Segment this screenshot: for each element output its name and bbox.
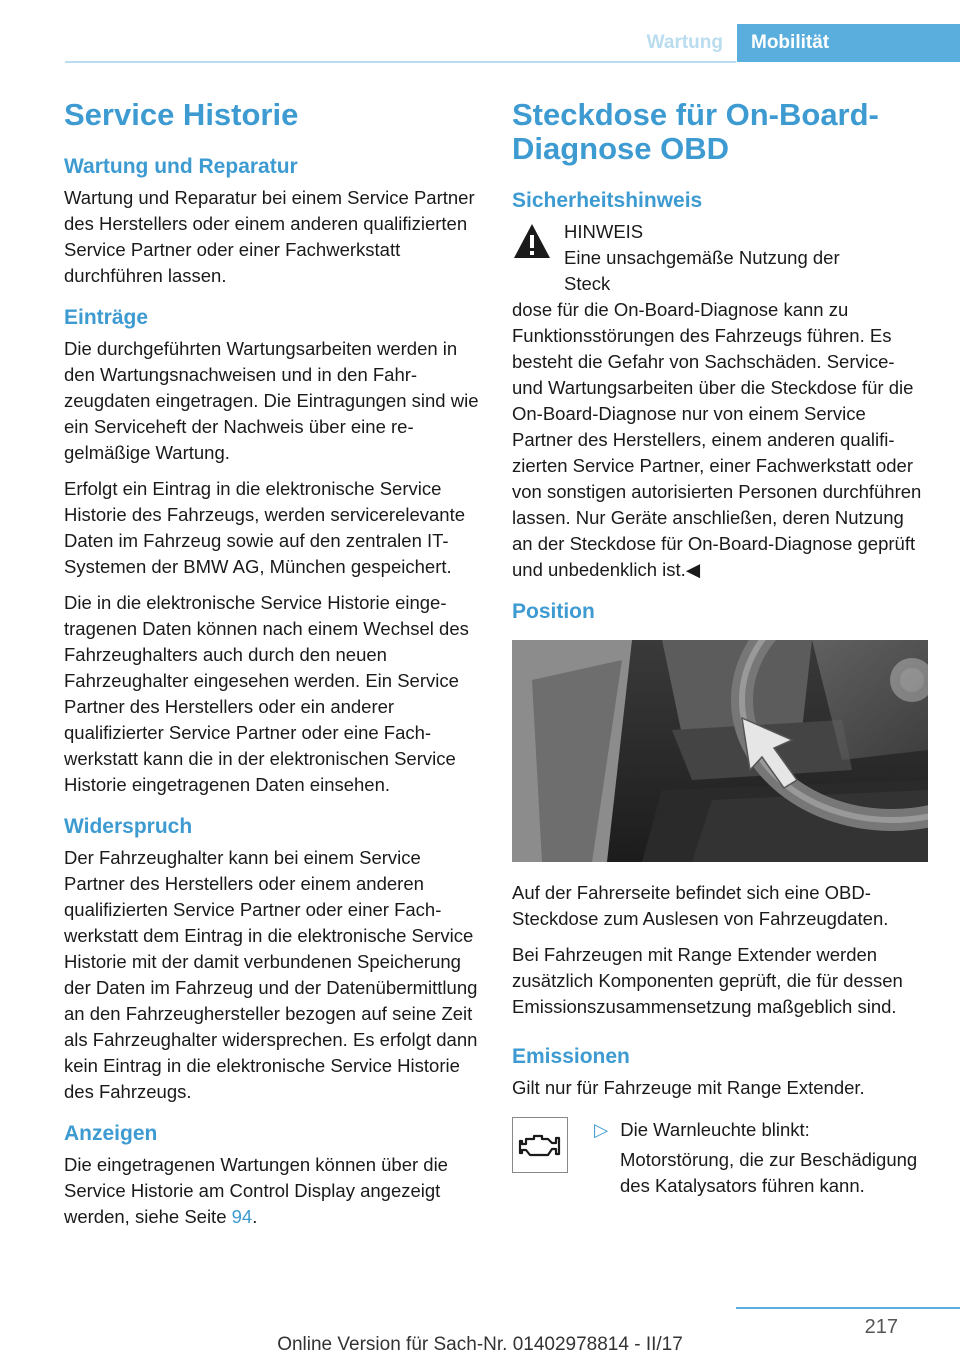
engine-warning-lamp-icon [512,1117,568,1173]
hint-text: dose für die On-Board-Diagnose kann zu Funktionsstörungen des Fahrzeugs führen. Es besteht die Gefahr von Sachschäden. Service- und Wartungsarbeiten über die Steckdose für die On-Board-Diagnose nur von einem Service Partner des Herstellers, einem anderen qualifizierten Service Partner, einer Fachwerkstatt oder von sonstigen autorisierten Personen durchführen lassen. Nur Geräte anschließen, deren Nutzung an der Steckdose für On-Board-Diagnose geprüft und unbedenklich ist.◀ [512,299,922,580]
paragraph: Der Fahrzeughalter kann bei einem Service Partner des Herstellers oder einem anderen qualifizierten Service Partner oder einer Fachwerkstatt dem Eintrag in die elektronische Service Historie mit der damit verbundenen Speicherung der Daten im Fahrzeug und der Datenübermittlung an den Fahrzeughersteller bezogen auf seine Zeit als Fahrzeughalter widersprechen. Es erfolgt dann kein Eintrag in die elektronische Service Historie des Fahrzeugs. [64,847,478,1102]
paragraph: Wartung und Reparatur bei einem Service Partner des Herstellers oder einem anderen qualifizierten Service Partner oder einer Fachwerkstatt durchführen lassen. [64,187,475,286]
page-link-94[interactable]: 94 [231,1206,253,1227]
footer-rule [736,1307,960,1309]
heading-wartung-reparatur: Wartung und Reparatur [64,155,298,178]
paragraph: Bei Fahrzeugen mit Range Extender werden zusätzlich Komponenten geprüft, die für dessen Emissionszusammensetzung maßgeblich sind. [512,944,903,1017]
paragraph: Die durchgeführten Wartungsarbeiten werden in den Wartungsnachweisen und in den Fahrzeugdaten eingetragen. Die Eintragungen sind wie ein Serviceheft der Nachweis über eine regelmäßige Wartung. [64,338,479,463]
engine-icon [518,1130,562,1160]
lamp-line-2: Motorstörung, die zur Beschädigung des Katalysators führen kann. [620,1149,918,1196]
heading-emissionen: Emissionen [512,1045,630,1068]
header-rule [65,61,736,63]
tab-mobilitaet[interactable]: Mobilität [737,24,960,62]
page-title-service-historie: Service Historie [64,97,299,132]
lamp-line-1: Die Warnleuchte blinkt: [620,1119,810,1140]
footer-text: Online Version für Sach-Nr. 01402978814 - II/17 [277,1334,683,1355]
hint-label: HINWEIS [564,221,644,242]
tab-wartung[interactable]: Wartung [646,32,723,53]
lamp-description [594,1117,927,1199]
page-title-obd: Steckdose für On-Board-Diagnose OBD [512,97,879,166]
heading-eintraege: Einträge [64,306,149,329]
heading-anzeigen: Anzeigen [64,1122,158,1145]
left-column [64,98,479,1240]
warning-block [512,219,927,297]
obd-position-photo [512,640,928,862]
heading-sicherheitshinweis: Sicherheitshinweis [512,189,703,212]
heading-position: Position [512,600,595,623]
paragraph-text: Die eingetragenen Wartungen können über die Service Historie am Control Display angezeigt werden, siehe Seite [64,1154,448,1227]
paragraph-end: . [252,1206,258,1227]
paragraph: Gilt nur für Fahrzeuge mit Range Extender. [512,1077,865,1098]
heading-widerspruch: Widerspruch [64,815,193,838]
paragraph: Die in die elektronische Service Historie eingetragenen Daten können nach einem Wechsel des Fahrzeughalters auch durch den neuen Fahrzeughalter eingesehen werden. Ein Service Partner des Herstellers oder ein anderer qualifizierter Service Partner oder eine Fachwerkstatt kann die in der elektronischen Service Historie eingetragenen Daten einsehen. [64,592,469,795]
bullet-icon: ▷ [594,1119,609,1140]
warning-lamp-row [512,1117,927,1199]
right-column [512,98,927,1199]
page-number: 217 [864,1316,898,1338]
chapter-tabs [623,24,960,62]
paragraph-anzeigen [64,1152,479,1230]
hint-first-line: Eine unsachgemäße Nutzung der Steck [564,247,840,294]
paragraph: Erfolgt ein Eintrag in die elektronische Service Historie des Fahrzeugs, werden servicerelevante Daten im Fahrzeug sowie auf den zentralen IT-Systemen der BMW AG, München gespeichert. [64,478,466,577]
warning-triangle-icon [512,221,552,261]
paragraph: Auf der Fahrerseite befindet sich eine OBD-Steckdose zum Auslesen von Fahrzeugdaten. [512,882,889,929]
